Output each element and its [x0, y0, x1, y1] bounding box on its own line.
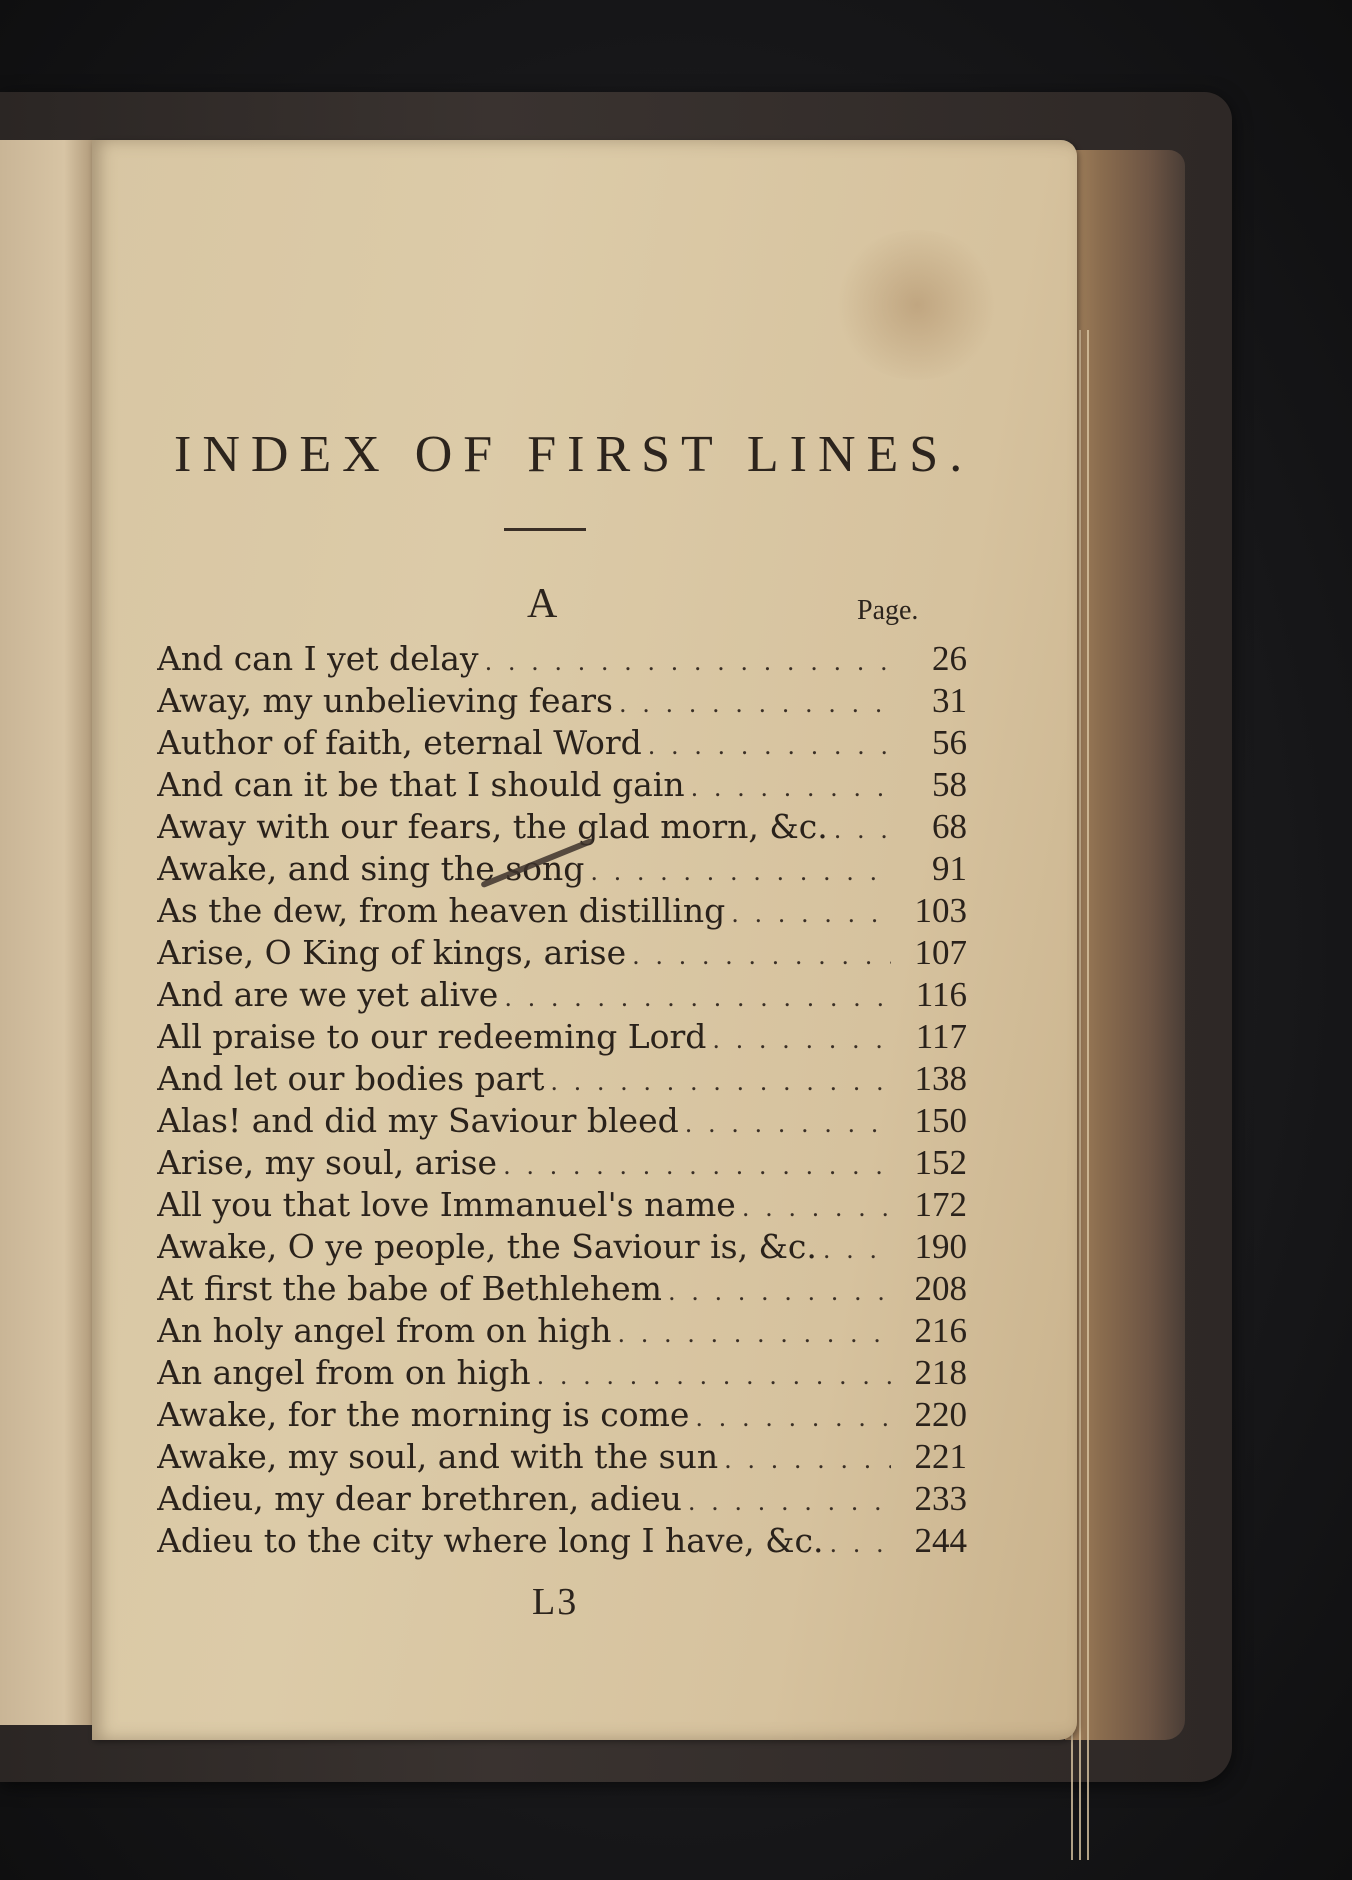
entry-first-line: Arise, my soul, arise: [157, 1143, 498, 1182]
stain: [832, 230, 1002, 380]
index-entry: [157, 1520, 967, 1562]
entry-first-line: All you that love Immanuel's name: [157, 1185, 736, 1224]
index-entry: [157, 1394, 967, 1436]
entry-page-number: 221: [914, 1437, 967, 1476]
index-entry: [157, 1310, 967, 1352]
entry-page-number: 208: [914, 1269, 967, 1308]
entry-first-line: Arise, O King of kings, arise: [157, 933, 627, 972]
page-column-label: Page.: [857, 595, 919, 626]
index-entry: [157, 932, 967, 974]
index-entry: [157, 806, 967, 848]
dot-leader: [590, 851, 891, 890]
entry-first-line: Awake, for the morning is come: [157, 1395, 690, 1434]
entry-page-number: 26: [932, 639, 967, 678]
dot-leader: [695, 1397, 891, 1436]
dot-leader: [731, 893, 891, 932]
dot-leader: [537, 1355, 891, 1394]
entry-page-number: 107: [914, 933, 967, 972]
dot-leader: [688, 1481, 891, 1520]
dot-leader: [829, 1523, 891, 1562]
index-entries: [157, 638, 967, 1562]
entry-page-number: 190: [914, 1227, 967, 1266]
entry-page-number: 31: [932, 681, 967, 720]
entry-page-number: 91: [932, 849, 967, 888]
entry-page-number: 216: [914, 1311, 967, 1350]
entry-page-number: 150: [914, 1101, 967, 1140]
page-edge-line: [1087, 330, 1089, 1860]
entry-first-line: And are we yet alive: [157, 975, 499, 1014]
entry-first-line: Awake, my soul, and with the sun: [157, 1437, 719, 1476]
entry-page-number: 103: [914, 891, 967, 930]
entry-page-number: 244: [914, 1521, 967, 1560]
index-entry: [157, 680, 967, 722]
index-entry: [157, 1184, 967, 1226]
entry-first-line: Awake, O ye people, the Saviour is, &c.: [157, 1227, 817, 1266]
dot-leader: [823, 1229, 891, 1268]
index-entry: [157, 890, 967, 932]
entry-first-line: All praise to our redeeming Lord: [157, 1017, 707, 1056]
entry-page-number: 58: [932, 765, 967, 804]
dot-leader: [691, 767, 891, 806]
dot-leader: [503, 1145, 891, 1184]
dot-leader: [648, 725, 891, 764]
index-entry: [157, 974, 967, 1016]
dot-leader: [485, 641, 891, 680]
index-entry: [157, 1142, 967, 1184]
dot-leader: [619, 683, 891, 722]
dot-leader: [834, 809, 891, 848]
entry-first-line: An holy angel from on high: [157, 1311, 612, 1350]
entry-first-line: Alas! and did my Saviour bleed: [157, 1101, 679, 1140]
signature-mark: L3: [532, 1581, 579, 1623]
index-entry: [157, 722, 967, 764]
title-rule: [504, 528, 586, 531]
index-entry: [157, 1100, 967, 1142]
dot-leader: [504, 977, 891, 1016]
entry-first-line: Adieu, my dear brethren, adieu: [157, 1479, 682, 1518]
entry-page-number: 56: [932, 723, 967, 762]
dot-leader: [742, 1187, 891, 1226]
entry-page-number: 220: [914, 1395, 967, 1434]
index-entry: [157, 638, 967, 680]
entry-page-number: 233: [914, 1479, 967, 1518]
entry-first-line: Away with our fears, the glad morn, &c.: [157, 807, 828, 846]
index-entry: [157, 1058, 967, 1100]
entry-page-number: 152: [914, 1143, 967, 1182]
index-entry: [157, 1478, 967, 1520]
index-entry: [157, 1016, 967, 1058]
index-entry: [157, 1436, 967, 1478]
page-title: INDEX OF FIRST LINES.: [174, 426, 974, 483]
page-edge-line: [1079, 330, 1081, 1860]
entry-page-number: 172: [914, 1185, 967, 1224]
dot-leader: [724, 1439, 891, 1478]
dot-leader: [550, 1061, 891, 1100]
entry-first-line: Away, my unbelieving fears: [157, 681, 613, 720]
dot-leader: [685, 1103, 891, 1142]
index-entry: [157, 764, 967, 806]
index-entry: [157, 1352, 967, 1394]
entry-page-number: 138: [914, 1059, 967, 1098]
page-edges: [1065, 150, 1185, 1740]
index-page: [92, 140, 1077, 1740]
entry-first-line: And can it be that I should gain: [157, 765, 685, 804]
left-facing-page: [0, 140, 95, 1725]
dot-leader: [712, 1019, 891, 1058]
dot-leader: [668, 1271, 891, 1310]
entry-page-number: 68: [932, 807, 967, 846]
entry-first-line: Awake, and sing the song: [157, 849, 585, 888]
dot-leader: [632, 935, 891, 974]
entry-first-line: Adieu to the city where long I have, &c.: [157, 1521, 824, 1560]
index-entry: [157, 1226, 967, 1268]
entry-first-line: At first the babe of Bethlehem: [157, 1269, 662, 1308]
entry-page-number: 117: [915, 1017, 967, 1056]
entry-page-number: 218: [914, 1353, 967, 1392]
entry-first-line: Author of faith, eternal Word: [157, 723, 642, 762]
section-letter: A: [527, 581, 558, 627]
entry-first-line: As the dew, from heaven distilling: [157, 891, 726, 930]
entry-first-line: An angel from on high: [157, 1353, 531, 1392]
entry-first-line: And let our bodies part: [157, 1059, 545, 1098]
entry-page-number: 116: [915, 975, 967, 1014]
index-entry: [157, 1268, 967, 1310]
entry-first-line: And can I yet delay: [157, 639, 479, 678]
dot-leader: [617, 1313, 891, 1352]
